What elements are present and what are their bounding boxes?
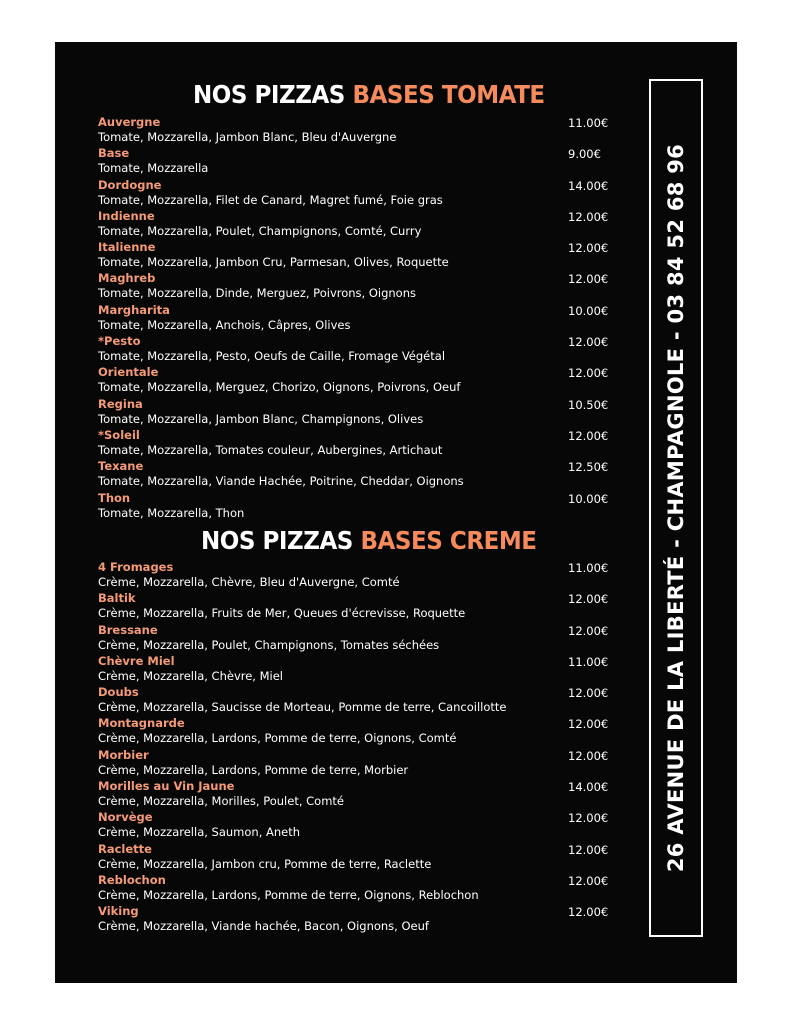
pizza-ingredients: Crème, Mozzarella, Lardons, Pomme de terre, Oignons, Reblochon — [98, 887, 479, 902]
pizza-price: 12.00€ — [568, 366, 609, 381]
pizza-name: Montagnarde — [98, 716, 185, 731]
pizza-ingredients: Crème, Mozzarella, Fruits de Mer, Queues d'écrevisse, Roquette — [98, 606, 466, 621]
pizza-price: 14.00€ — [568, 780, 609, 795]
pizza-price: 12.00€ — [568, 209, 609, 224]
pizza-ingredients: Crème, Mozzarella, Saumon, Aneth — [98, 825, 301, 840]
section-title-creme — [201, 526, 536, 555]
pizza-ingredients: Tomate, Mozzarella, Jambon Blanc, Champignons, Olives — [98, 411, 424, 426]
menu-item — [98, 303, 628, 334]
menu-item — [98, 560, 628, 591]
pizza-name: Bressane — [98, 622, 158, 637]
pizza-price: 12.00€ — [568, 905, 609, 920]
pizza-price: 12.00€ — [568, 272, 609, 287]
menu-item — [98, 810, 628, 841]
menu-item — [98, 904, 628, 935]
pizza-ingredients: Crème, Mozzarella, Morilles, Poulet, Comté — [98, 794, 344, 809]
pizza-ingredients: Tomate, Mozzarella, Viande Hachée, Poitrine, Cheddar, Oignons — [98, 474, 464, 489]
menu-item — [98, 491, 628, 522]
menu-item — [98, 654, 628, 685]
pizza-name: Baltik — [98, 591, 136, 606]
pizza-ingredients: Crème, Mozzarella, Chèvre, Bleu d'Auvergne, Comté — [98, 575, 400, 589]
pizza-ingredients: Tomate, Mozzarella, Filet de Canard, Magret fumé, Foie gras — [98, 192, 443, 207]
pizza-name: Italienne — [98, 240, 156, 255]
pizza-ingredients: Crème, Mozzarella, Jambon cru, Pomme de terre, Raclette — [98, 856, 432, 871]
creme-pizza-list — [98, 560, 628, 936]
menu-item — [98, 146, 628, 177]
menu-item — [98, 873, 628, 904]
pizza-ingredients: Tomate, Mozzarella, Tomates couleur, Aubergines, Artichaut — [98, 442, 443, 457]
address-phone-text: 26 AVENUE DE LA LIBERTÉ - CHAMPAGNOLE - 03 84 52 68 96 — [664, 143, 688, 873]
pizza-ingredients: Tomate, Mozzarella, Jambon Cru, Parmesan, Olives, Roquette — [98, 255, 449, 270]
pizza-price: 12.00€ — [568, 428, 609, 443]
pizza-price: 12.00€ — [568, 873, 609, 888]
section-title-tomate — [193, 80, 545, 109]
pizza-price: 12.00€ — [568, 623, 609, 638]
pizza-ingredients: Tomate, Mozzarella — [98, 161, 209, 176]
pizza-ingredients: Crème, Mozzarella, Saucisse de Morteau, Pomme de terre, Cancoillotte — [98, 700, 507, 715]
pizza-price: 12.00€ — [568, 811, 609, 826]
pizza-name: Viking — [98, 904, 139, 919]
pizza-ingredients: Crème, Mozzarella, Lardons, Pomme de terre, Morbier — [98, 762, 409, 777]
pizza-name: Base — [98, 146, 130, 161]
menu-item — [98, 334, 628, 365]
section-title-accent: BASES TOMATE — [352, 80, 545, 109]
pizza-price: 11.00€ — [568, 561, 609, 575]
pizza-price: 12.00€ — [568, 842, 609, 857]
menu-item — [98, 271, 628, 302]
menu-item — [98, 623, 628, 654]
pizza-price: 12.00€ — [568, 335, 609, 350]
pizza-price: 10.50€ — [568, 397, 609, 412]
pizza-ingredients: Tomate, Mozzarella, Thon — [98, 505, 245, 520]
pizza-ingredients: Crème, Mozzarella, Chèvre, Miel — [98, 668, 283, 683]
menu-item — [98, 685, 628, 716]
menu-item — [98, 842, 628, 873]
pizza-price: 11.00€ — [568, 116, 609, 130]
pizza-price: 10.00€ — [568, 491, 609, 506]
pizza-price: 14.00€ — [568, 178, 609, 193]
tomate-pizza-list — [98, 115, 628, 522]
section-title-prefix: NOS PIZZAS — [193, 80, 345, 109]
section-title-accent: BASES CREME — [360, 526, 537, 555]
pizza-name: Indienne — [98, 208, 155, 223]
pizza-ingredients: Tomate, Mozzarella, Merguez, Chorizo, Oignons, Poivrons, Oeuf — [98, 380, 461, 395]
menu-item — [98, 115, 628, 146]
menu-item — [98, 779, 628, 810]
pizza-name: Orientale — [98, 365, 159, 380]
pizza-price: 10.00€ — [568, 303, 609, 318]
pizza-name: Raclette — [98, 841, 152, 856]
pizza-name: Auvergne — [98, 115, 161, 129]
pizza-name: Texane — [98, 459, 144, 474]
pizza-ingredients: Tomate, Mozzarella, Anchois, Câpres, Olives — [98, 317, 351, 332]
pizza-name: Margharita — [98, 302, 170, 317]
pizza-name: Regina — [98, 396, 143, 411]
pizza-price: 12.00€ — [568, 748, 609, 763]
menu-item — [98, 716, 628, 747]
menu-item — [98, 459, 628, 490]
menu-item — [98, 748, 628, 779]
pizza-ingredients: Crème, Mozzarella, Poulet, Champignons, Tomates séchées — [98, 637, 440, 652]
menu-board — [55, 42, 737, 983]
menu-item — [98, 209, 628, 240]
pizza-ingredients: Tomate, Mozzarella, Jambon Blanc, Bleu d'Auvergne — [98, 130, 397, 144]
pizza-ingredients: Crème, Mozzarella, Lardons, Pomme de terre, Oignons, Comté — [98, 731, 457, 746]
pizza-name: Chèvre Miel — [98, 653, 175, 668]
pizza-price: 12.00€ — [568, 717, 609, 732]
pizza-price: 12.50€ — [568, 460, 609, 475]
menu-item — [98, 397, 628, 428]
menu-item — [98, 591, 628, 622]
pizza-name: Morbier — [98, 747, 149, 762]
pizza-ingredients: Tomate, Mozzarella, Pesto, Oeufs de Caille, Fromage Végétal — [98, 349, 446, 364]
pizza-name: Reblochon — [98, 872, 166, 887]
pizza-name: Morilles au Vin Jaune — [98, 779, 235, 794]
pizza-name: Doubs — [98, 685, 139, 700]
section-title-prefix: NOS PIZZAS — [201, 526, 353, 555]
pizza-ingredients: Crème, Mozzarella, Viande hachée, Bacon, Oignons, Oeuf — [98, 919, 429, 934]
menu-item — [98, 365, 628, 396]
pizza-price: 12.00€ — [568, 241, 609, 256]
pizza-ingredients: Tomate, Mozzarella, Poulet, Champignons, Comté, Curry — [98, 223, 422, 238]
pizza-price: 12.00€ — [568, 592, 609, 607]
pizza-name: Maghreb — [98, 271, 156, 286]
pizza-name: *Soleil — [98, 427, 140, 442]
pizza-name: *Pesto — [98, 334, 141, 349]
menu-item — [98, 428, 628, 459]
menu-item — [98, 178, 628, 209]
pizza-price: 9.00€ — [568, 147, 601, 162]
pizza-name: Dordogne — [98, 177, 162, 192]
pizza-price: 11.00€ — [568, 654, 609, 669]
pizza-name: Norvège — [98, 810, 153, 825]
pizza-price: 12.00€ — [568, 686, 609, 701]
address-banner — [649, 79, 703, 937]
menu-item — [98, 240, 628, 271]
pizza-name: 4 Fromages — [98, 560, 174, 574]
pizza-name: Thon — [98, 490, 131, 505]
pizza-ingredients: Tomate, Mozzarella, Dinde, Merguez, Poivrons, Oignons — [98, 286, 417, 301]
